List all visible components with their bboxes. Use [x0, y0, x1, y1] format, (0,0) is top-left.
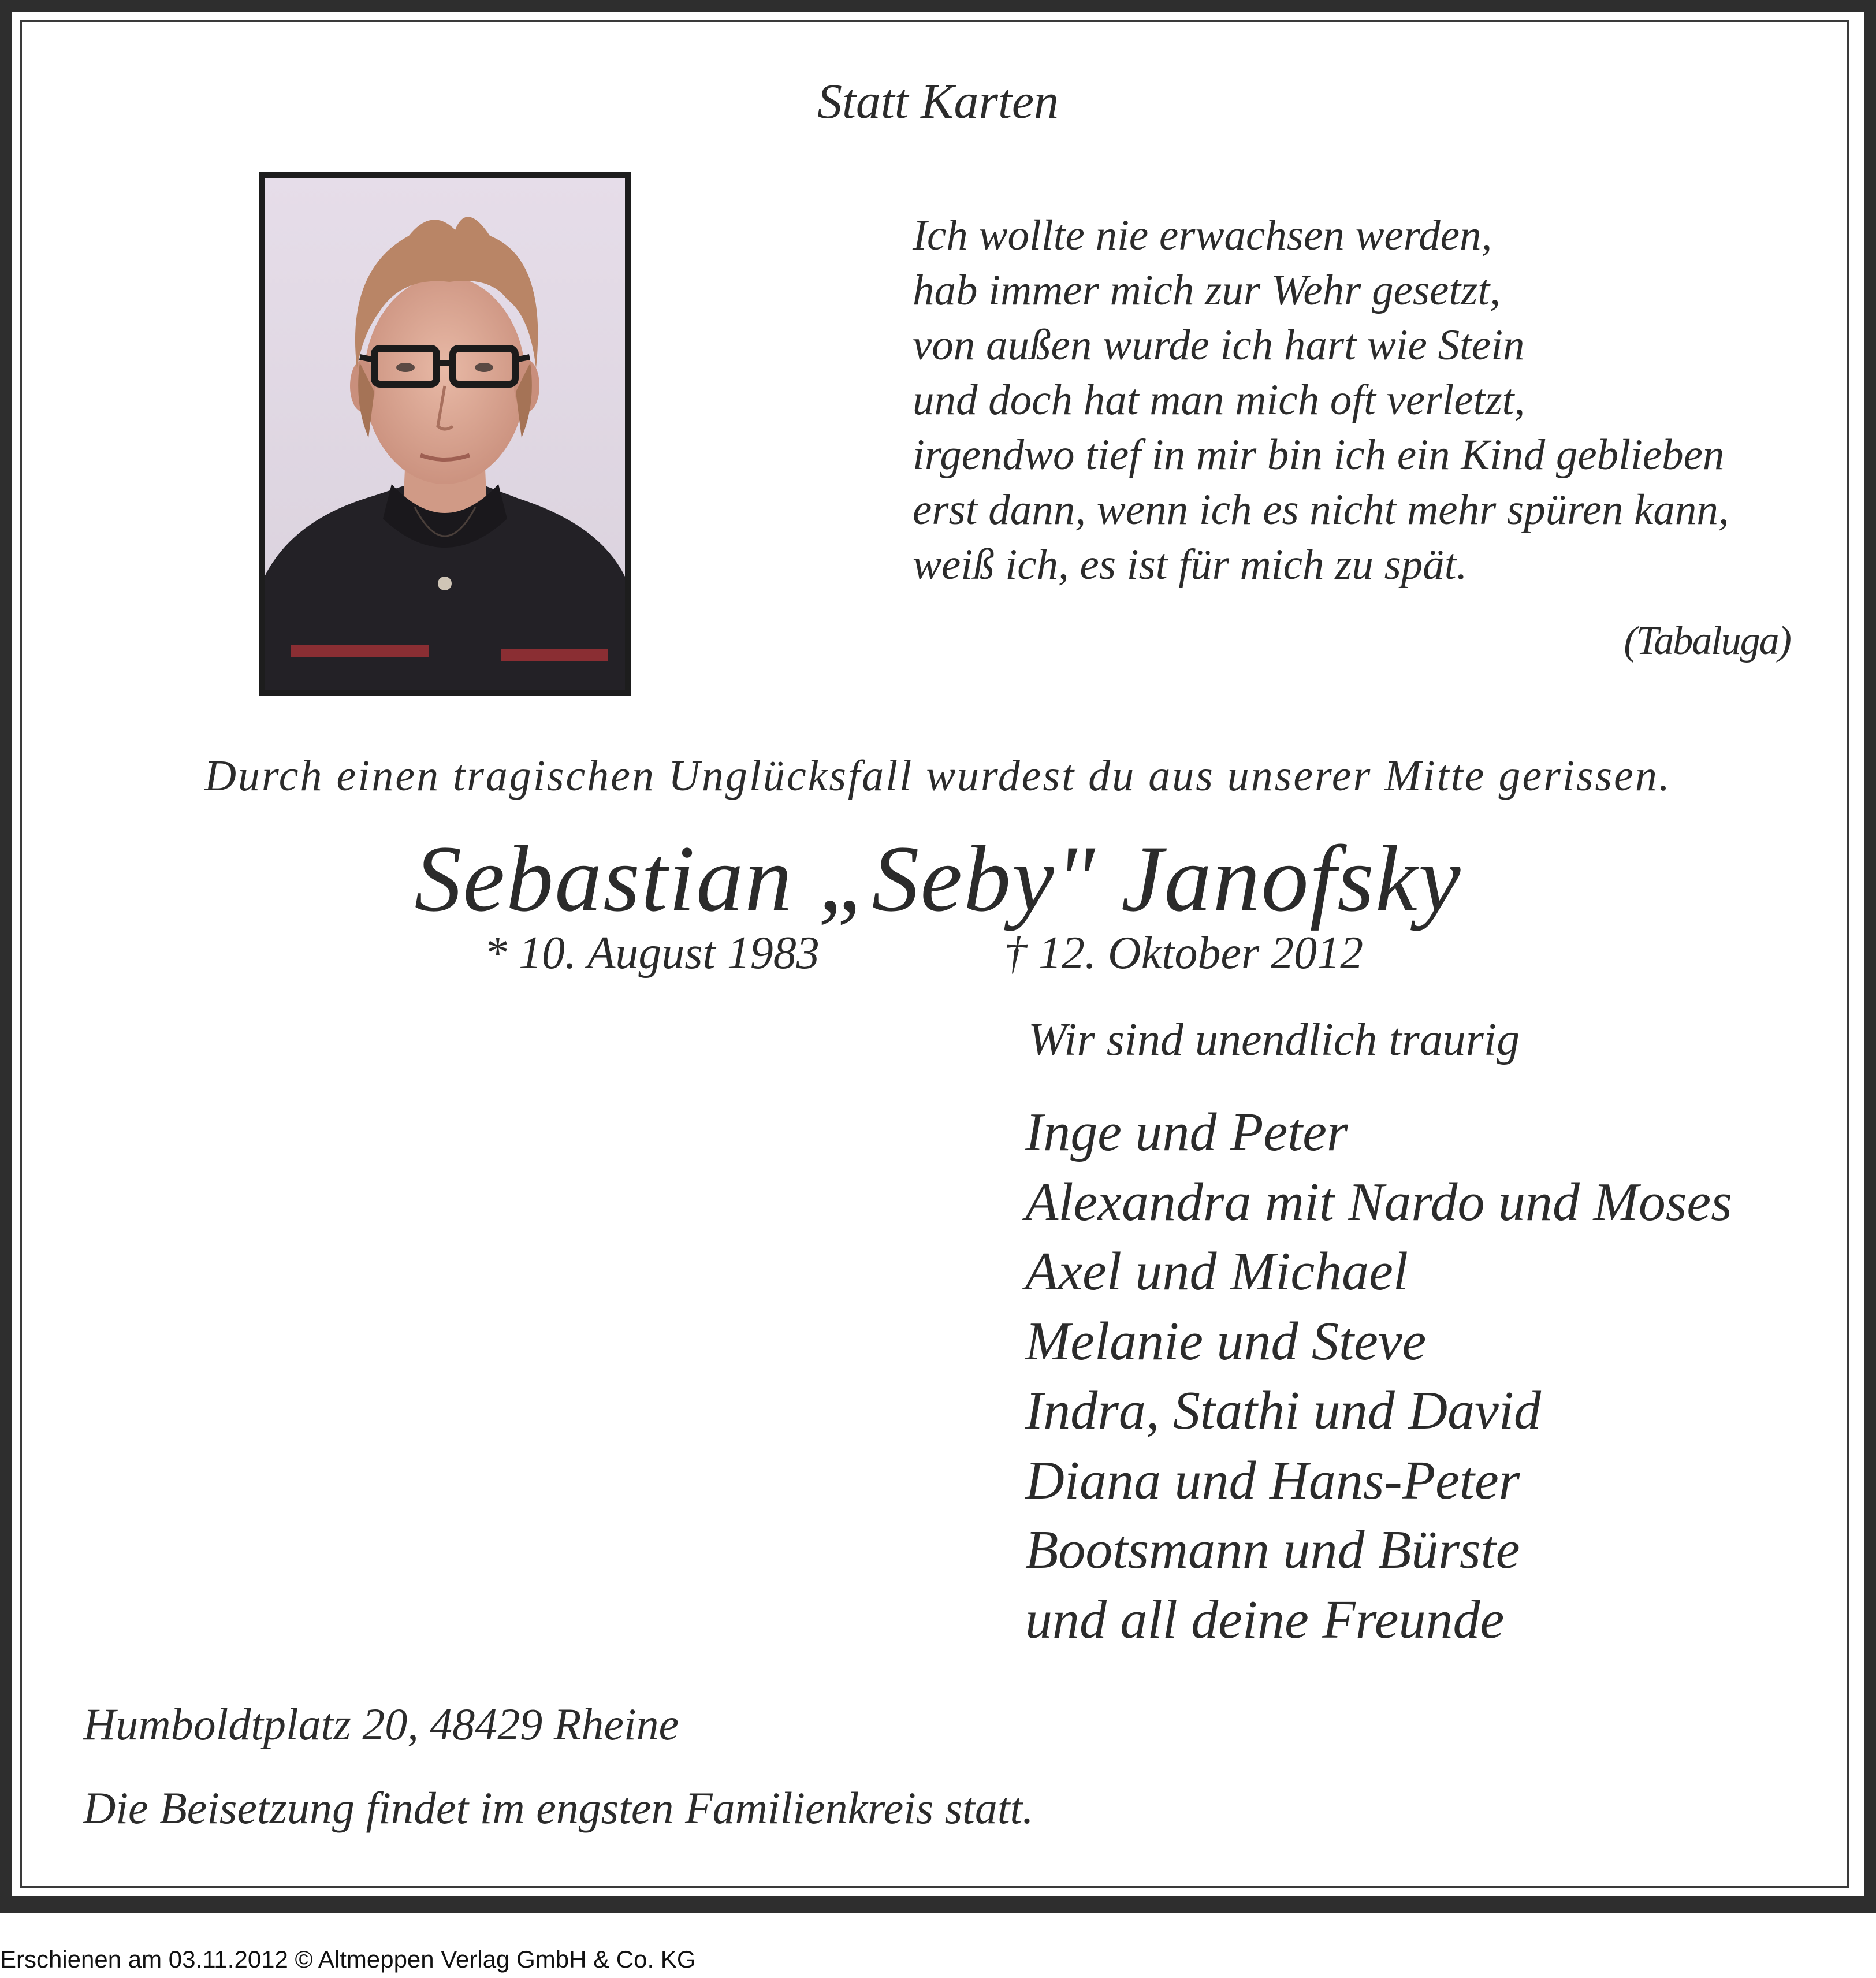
poem-line: weiß ich, es ist für mich zu spät.: [913, 541, 1468, 589]
poem-source: (Tabaluga): [1624, 619, 1791, 663]
poem-line: und doch hat man mich oft verletzt,: [913, 376, 1525, 424]
mourner-name: Indra, Stathi und David: [1025, 1381, 1541, 1441]
portrait-image: [259, 172, 631, 696]
poem: [913, 208, 1729, 592]
mourner-name: Bootsmann und Bürste: [1025, 1520, 1520, 1580]
publication-footer: Erschienen am 03.11.2012 © Altmeppen Verlag GmbH & Co. KG: [0, 1946, 696, 1973]
portrait-photo: [259, 172, 631, 696]
deceased-name: Sebastian „Seby" Janofsky: [414, 827, 1462, 931]
mourning-phrase: Wir sind unendlich traurig: [1028, 1014, 1520, 1065]
mourner-name: Axel und Michael: [1025, 1241, 1408, 1302]
burial-note: Die Beisetzung findet im engsten Familienkreis statt.: [83, 1783, 1034, 1833]
mourner-name: Alexandra mit Nardo und Moses: [1025, 1172, 1732, 1232]
poem-line: hab immer mich zur Wehr gesetzt,: [913, 266, 1501, 314]
poem-line: irgendwo tief in mir bin ich ein Kind geblieben: [913, 431, 1725, 479]
poem-line: von außen wurde ich hart wie Stein: [913, 321, 1525, 369]
mourners-list: [1025, 1098, 1732, 1654]
poem-line: erst dann, wenn ich es nicht mehr spüren kann,: [913, 486, 1729, 534]
birth-date: * 10. August 1983: [484, 928, 820, 979]
death-date: † 12. Oktober 2012: [1004, 928, 1364, 979]
mourner-name: Inge und Peter: [1025, 1102, 1348, 1162]
mourner-name: Melanie und Steve: [1025, 1311, 1427, 1371]
announcement-text: Durch einen tragischen Unglücksfall wurdest du aus unserer Mitte gerissen.: [204, 752, 1672, 800]
address-text: Humboldtplatz 20, 48429 Rheine: [83, 1699, 679, 1749]
statt-karten-heading: Statt Karten: [817, 73, 1059, 129]
mourner-name: und all deine Freunde: [1025, 1589, 1505, 1650]
mourner-name: Diana und Hans-Peter: [1025, 1450, 1520, 1511]
poem-line: Ich wollte nie erwachsen werden,: [913, 211, 1492, 259]
